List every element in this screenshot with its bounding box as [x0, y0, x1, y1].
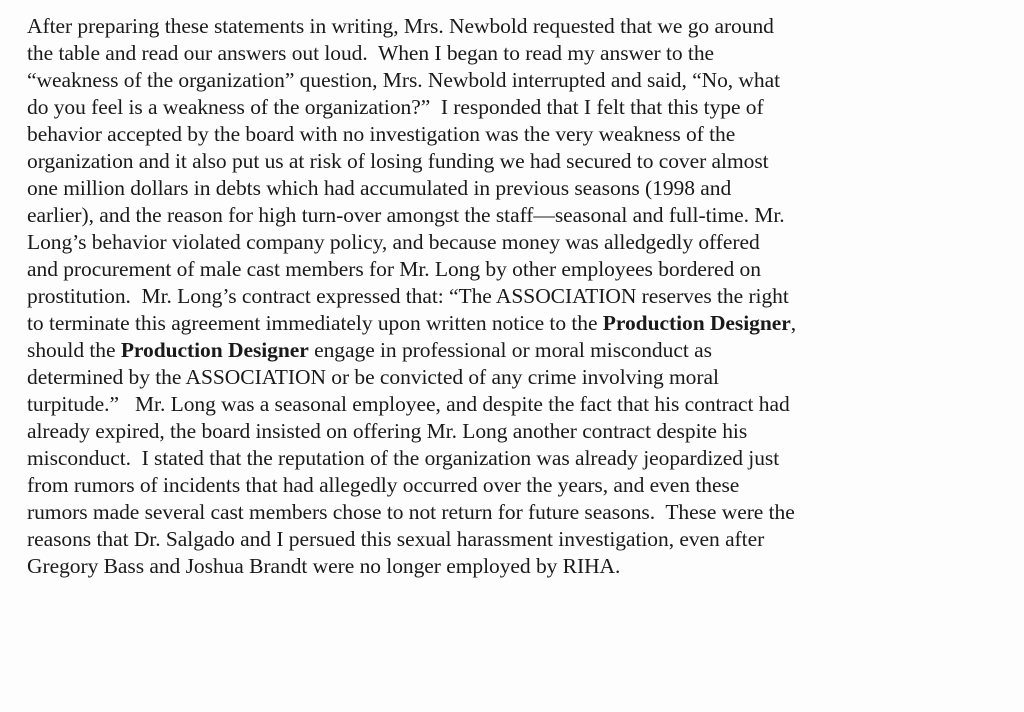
text-line — [27, 445, 1017, 472]
text-run: and procurement of male cast members for Mr. Long by other employees bordered on — [27, 257, 761, 281]
text-line — [27, 121, 1017, 148]
text-run: misconduct. I stated that the reputation of the organization was already jeopardized just — [27, 446, 780, 470]
text-line — [27, 553, 1017, 580]
text-line — [27, 67, 1017, 94]
bold-term: Production Designer — [602, 311, 791, 335]
text-run: one million dollars in debts which had accumulated in previous seasons (1998 and — [27, 176, 732, 200]
text-run: organization and it also put us at risk of losing funding we had secured to cover almost — [27, 149, 769, 173]
text-run: from rumors of incidents that had allegedly occurred over the years, and even these — [27, 473, 740, 497]
text-line — [27, 256, 1017, 283]
text-line — [27, 94, 1017, 121]
text-line — [27, 283, 1017, 310]
text-run: behavior accepted by the board with no investigation was the very weakness of the — [27, 122, 736, 146]
text-run: turpitude.” Mr. Long was a seasonal employee, and despite the fact that his contract had — [27, 392, 790, 416]
text-run: Long’s behavior violated company policy, and because money was alledgedly offered — [27, 230, 760, 254]
text-run: “weakness of the organization” question, Mrs. Newbold interrupted and said, “No, what — [27, 68, 781, 92]
document-page — [27, 13, 1017, 580]
text-run: to terminate this agreement immediately upon written notice to the — [27, 311, 603, 335]
text-run: the table and read our answers out loud. When I began to read my answer to the — [27, 41, 715, 65]
text-run: prostitution. Mr. Long’s contract expressed that: “The ASSOCIATION reserves the right — [27, 284, 789, 308]
text-run: engage in professional or moral misconduct as — [308, 338, 712, 362]
text-run: Gregory Bass and Joshua Brandt were no longer employed by RIHA. — [27, 554, 621, 578]
text-line — [27, 175, 1017, 202]
text-line — [27, 418, 1017, 445]
bold-term: Production Designer — [120, 338, 309, 362]
text-line — [27, 391, 1017, 418]
text-run: After preparing these statements in writing, Mrs. Newbold requested that we go around — [27, 14, 774, 38]
text-run: should the — [27, 338, 121, 362]
text-line — [27, 13, 1017, 40]
body-paragraph — [27, 13, 1017, 580]
text-line — [27, 310, 1017, 337]
text-run: earlier), and the reason for high turn-over amongst the staff—seasonal and full-time. Mr. — [27, 203, 785, 227]
text-run: do you feel is a weakness of the organization?” I responded that I felt that this type of — [27, 95, 764, 119]
text-line — [27, 337, 1017, 364]
text-line — [27, 472, 1017, 499]
text-line — [27, 499, 1017, 526]
text-run: determined by the ASSOCIATION or be convicted of any crime involving moral — [27, 365, 719, 389]
text-line — [27, 202, 1017, 229]
text-line — [27, 229, 1017, 256]
text-line — [27, 40, 1017, 67]
text-run: rumors made several cast members chose to not return for future seasons. These were the — [27, 500, 795, 524]
text-run: already expired, the board insisted on offering Mr. Long another contract despite his — [27, 419, 748, 443]
text-run: reasons that Dr. Salgado and I persued this sexual harassment investigation, even after — [27, 527, 765, 551]
text-line — [27, 364, 1017, 391]
text-line — [27, 148, 1017, 175]
text-line — [27, 526, 1017, 553]
text-run: , — [790, 311, 797, 335]
